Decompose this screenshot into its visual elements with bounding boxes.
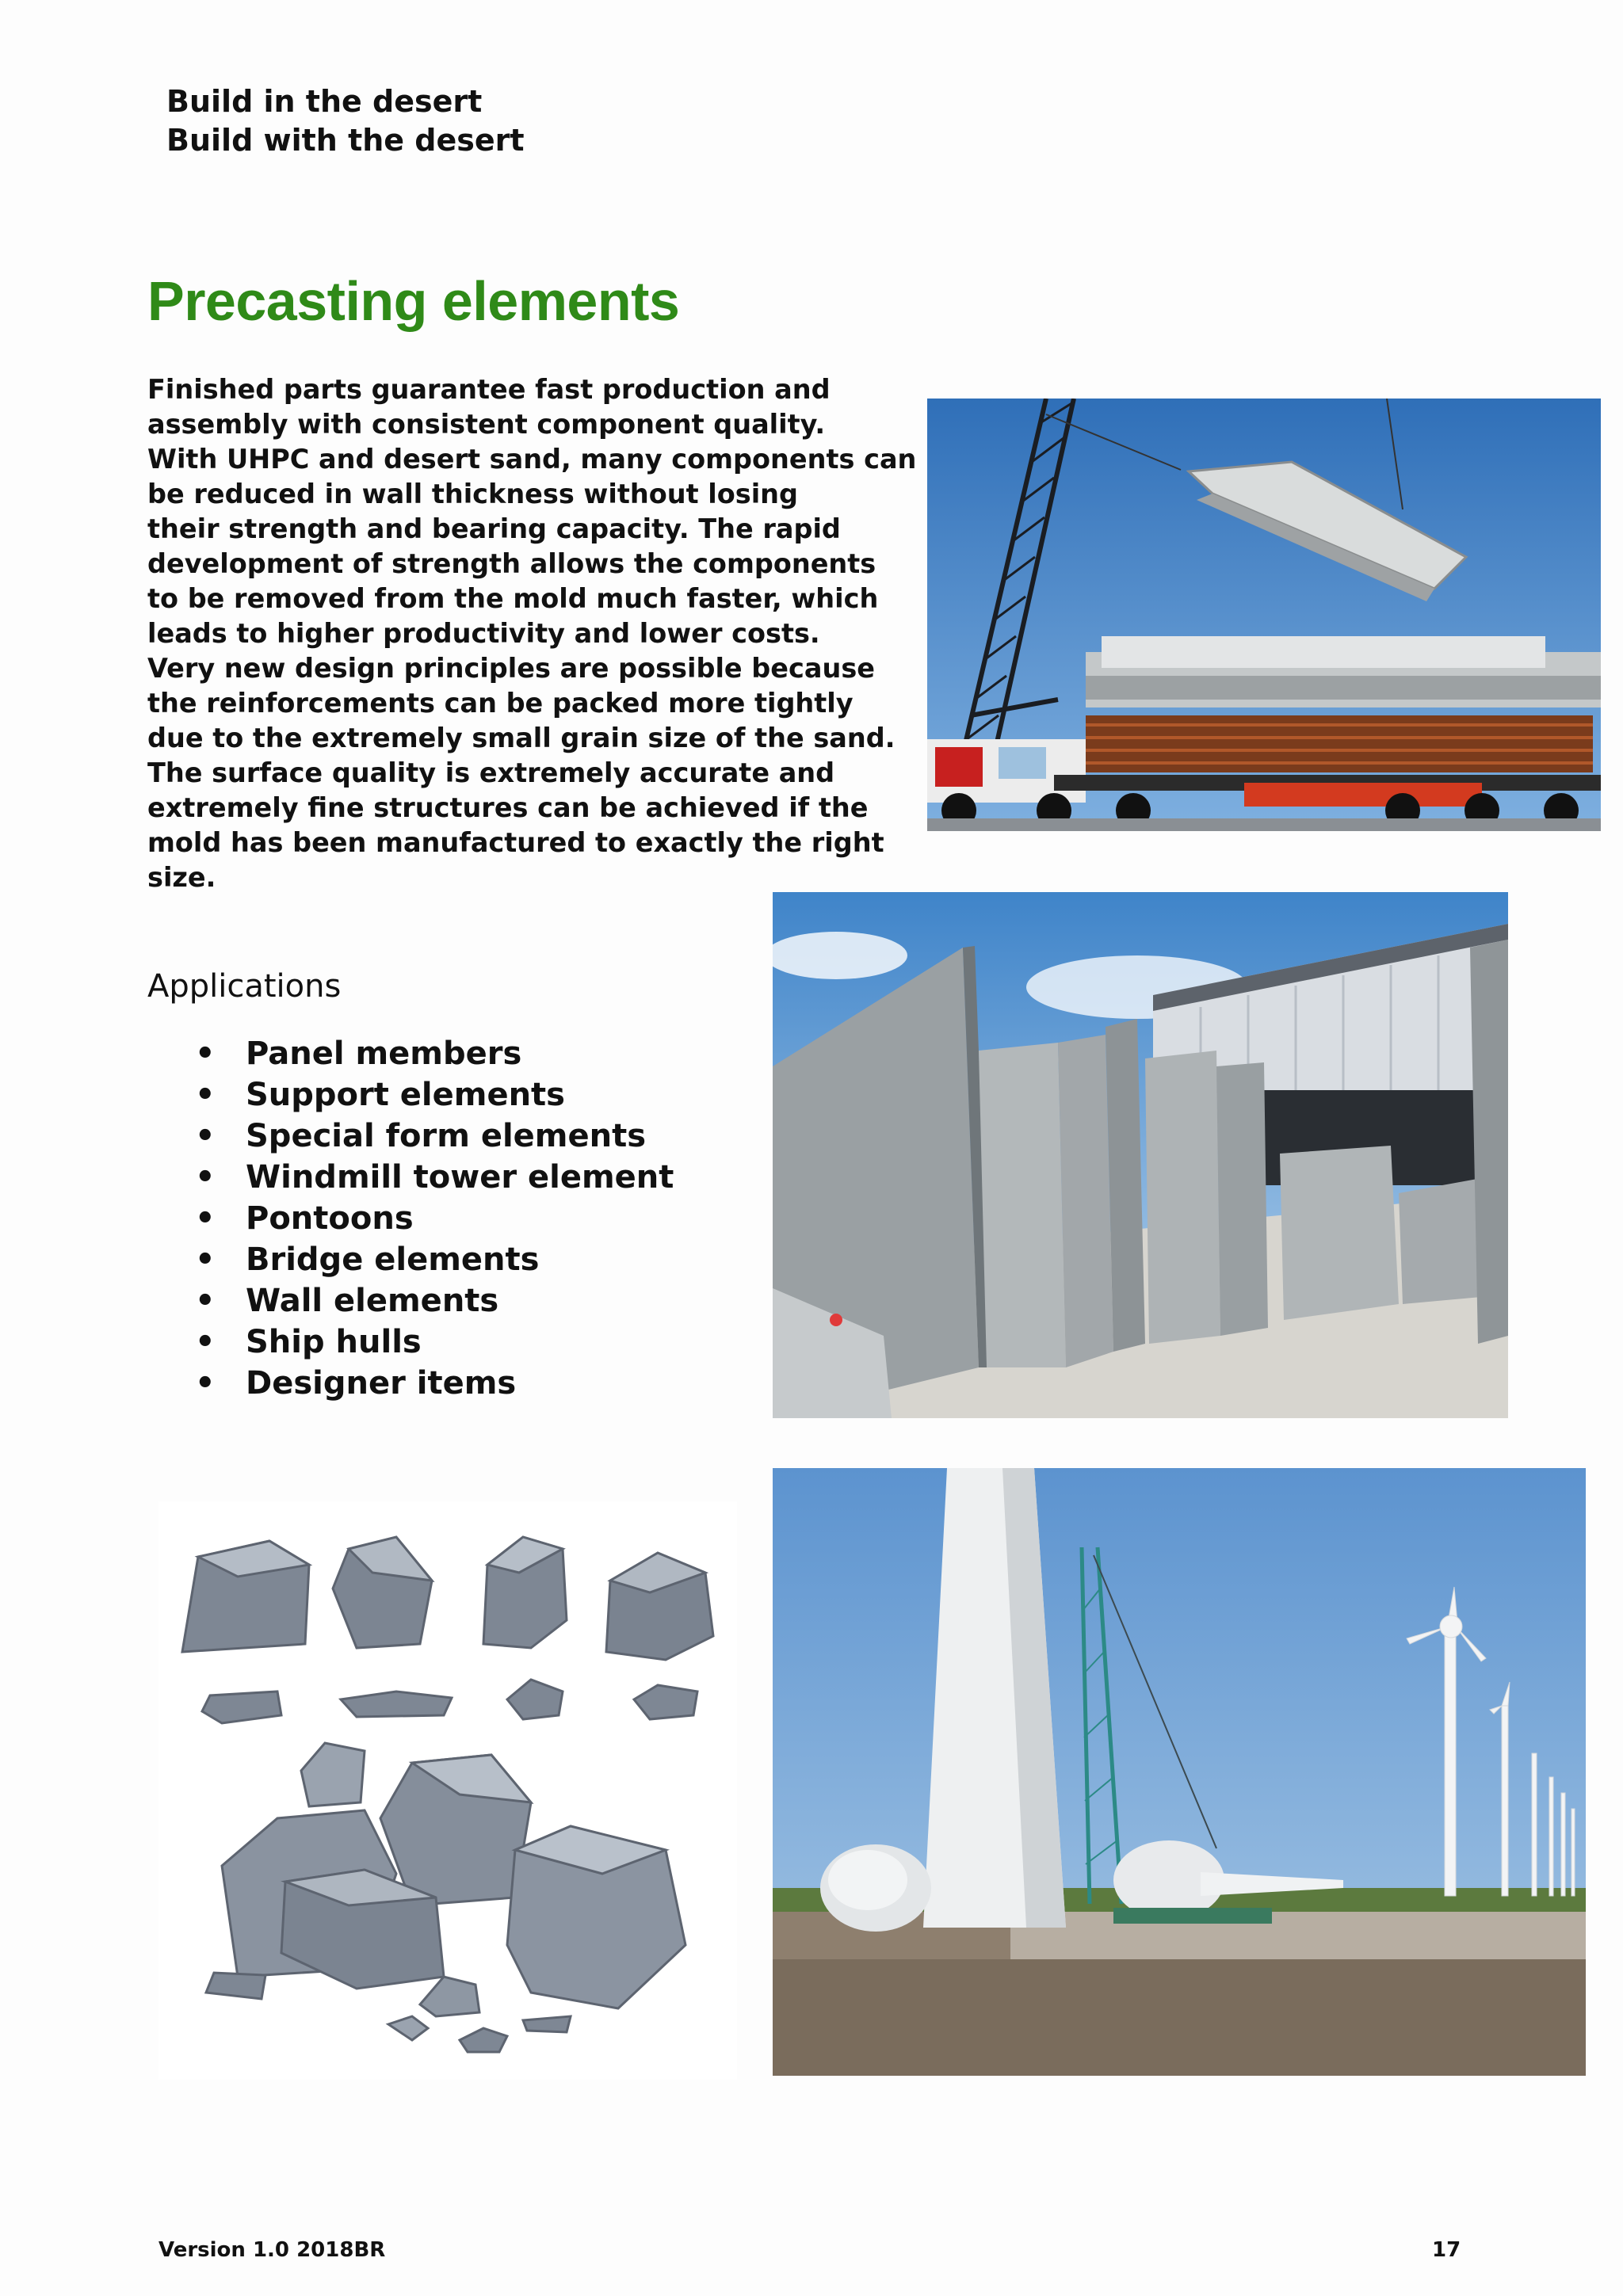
body-line: Finished parts guarantee fast production and [147,374,831,405]
rocks-illustration [158,1501,737,2080]
list-item [195,1322,674,1363]
body-line: With UHPC and desert sand, many components can [147,444,917,475]
bullet: • [195,1159,216,1196]
page-number: 17 [1432,2238,1461,2262]
list-item-label: Designer items [246,1365,517,1402]
list-item [195,1363,674,1404]
bullet: • [195,1035,216,1072]
body-line: The surface quality is extremely accurate and [147,757,835,788]
body-line: development of strength allows the components [147,548,876,579]
applications-list [195,1033,674,1404]
list-item-label: Wall elements [246,1283,499,1319]
body-line: their strength and bearing capacity. The rapid [147,513,841,544]
body-line: the reinforcements can be packed more tightly [147,688,854,719]
page-title: Precasting elements [147,270,680,332]
body-line: extremely fine structures can be achieved if the [147,792,869,823]
list-item [195,1198,674,1239]
list-item [195,1074,674,1116]
body-line: Very new design principles are possible because [147,653,875,684]
body-line: due to the extremely small grain size of the sand. [147,723,896,753]
body-line: leads to higher productivity and lower costs. [147,618,820,649]
list-item-label: Pontoons [246,1200,414,1237]
bullet: • [195,1283,216,1319]
applications-heading: Applications [147,968,342,1005]
body-line: to be removed from the mold much faster, which [147,583,879,614]
header-line-1: Build in the desert [166,84,483,119]
wind-turbine-photo [773,1468,1586,2076]
list-item-label: Panel members [246,1035,522,1072]
bullet: • [195,1241,216,1278]
list-item [195,1157,674,1198]
list-item [195,1280,674,1322]
bullet: • [195,1118,216,1154]
list-item-label: Windmill tower element [246,1159,674,1196]
crane-truck-photo [927,399,1601,831]
footer-version: Version 1.0 2018BR [158,2238,386,2262]
body-line: assembly with consistent component quality. [147,409,826,440]
body-line: be reduced in wall thickness without losing [147,479,799,509]
list-item-label: Support elements [246,1077,565,1113]
list-item [195,1239,674,1280]
list-item-label: Special form elements [246,1118,647,1154]
list-item [195,1116,674,1157]
header-line-2: Build with the desert [166,123,525,158]
bullet: • [195,1077,216,1113]
bullet: • [195,1200,216,1237]
bullet: • [195,1365,216,1402]
running-header [166,82,525,160]
concrete-panels-photo [773,892,1508,1418]
list-item-label: Ship hulls [246,1324,422,1360]
bullet: • [195,1324,216,1360]
list-item-label: Bridge elements [246,1241,540,1278]
body-line: size. [147,862,216,893]
list-item [195,1033,674,1074]
body-line: mold has been manufactured to exactly the right [147,827,884,858]
body-paragraph [147,372,917,895]
